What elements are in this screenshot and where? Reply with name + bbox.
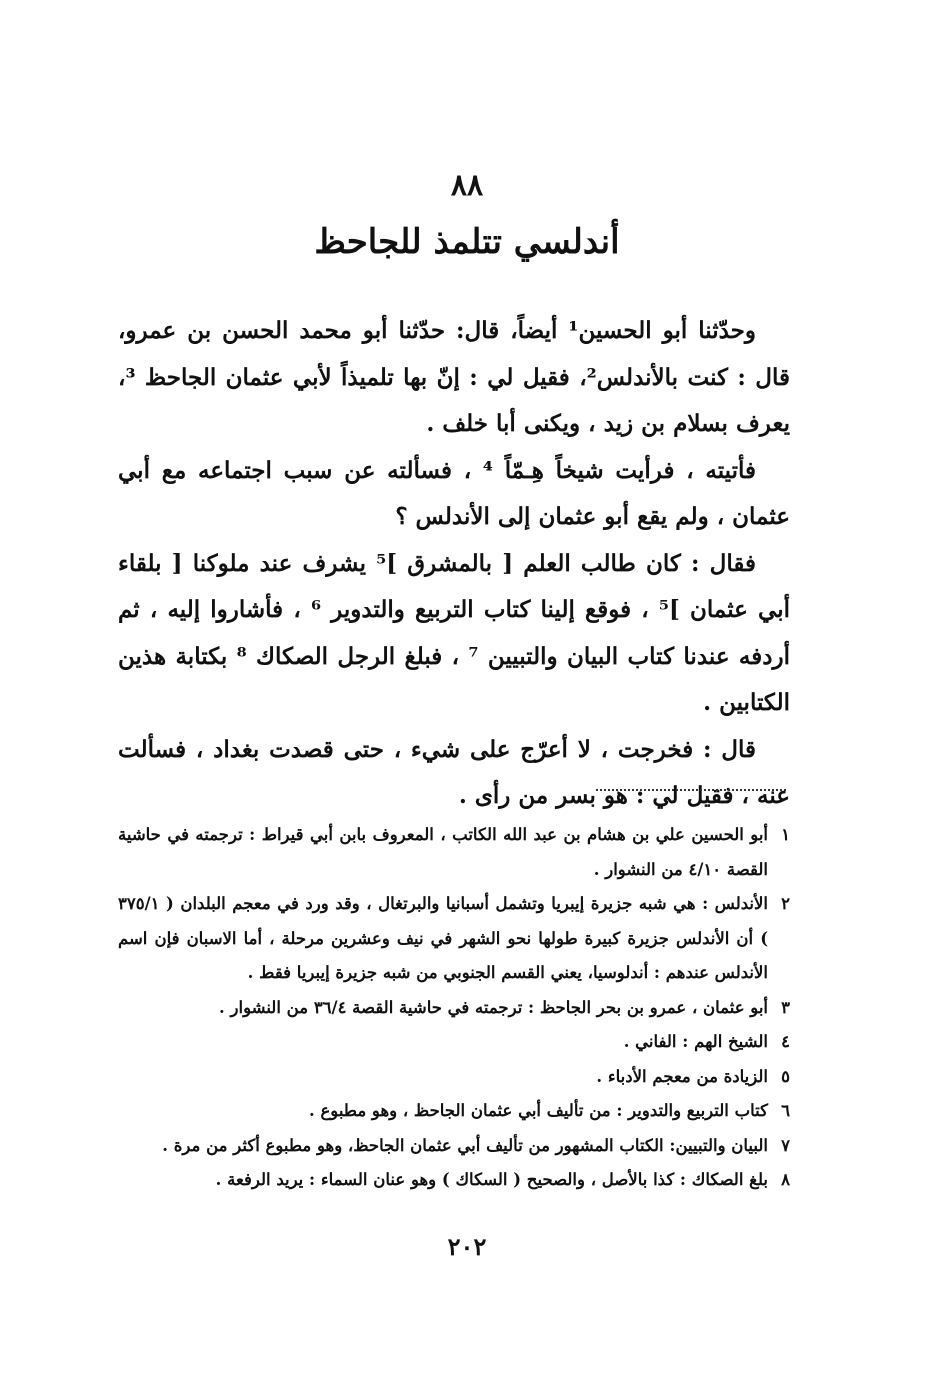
footnote-text: كتاب التربيع والتدوير : من تأليف أبي عثمان الجاحظ ، وهو مطبوع . bbox=[308, 1101, 768, 1120]
paragraph-4: قال : فخرجت ، لا أعرّج على شيء ، حتى قصدت بغداد ، فسألت عنه ، فقيل لي : هو بسر من رأى . bbox=[118, 735, 790, 809]
paragraph-1: وحدّثنا أبو الحسين¹ أيضاً، قال: حدّثنا أبو محمد الحسن بن عمرو، قال : كنت بالأندلس²، فقيل لي : إنّ بها تلميذاً لأبي عثمان الجاحظ ³، يعرف بسلام بن زيد ، ويكنى أبا خلف . bbox=[118, 317, 791, 437]
footnote-number: ٢ bbox=[781, 894, 790, 913]
story-title: أندلسي تتلمذ للجاحظ bbox=[314, 222, 620, 262]
footnote-5 bbox=[118, 1060, 790, 1095]
page-number: ٢٠٢ bbox=[447, 1232, 487, 1261]
footnote-text: بلغ الصكاك : كذا بالأصل ، والصحيح ( السكاك ) وهو عنان السماء : يريد الرفعة . bbox=[215, 1170, 768, 1189]
main-text bbox=[118, 308, 790, 820]
footnote-text: الزيادة من معجم الأدباء . bbox=[596, 1066, 768, 1086]
footnote-1 bbox=[118, 818, 790, 887]
footnote-text: الشيخ الهم : الفاني . bbox=[623, 1032, 768, 1051]
footnote-4 bbox=[118, 1025, 790, 1060]
footnote-2 bbox=[118, 887, 790, 991]
footnote-number: ٣ bbox=[781, 997, 790, 1017]
footnote-number: ٨ bbox=[781, 1170, 790, 1189]
footnote-divider bbox=[596, 789, 786, 791]
footnote-text: البيان والتبيين: الكتاب المشهور من تأليف أبي عثمان الجاحظ، وهو مطبوع أكثر من مرة . bbox=[162, 1135, 768, 1155]
paragraph-3: فقال : كان طالب العلم [ بالمشرق ]⁵ يشرف عند ملوكنا [ بلقاء أبي عثمان ]⁵ ، فوقع إلينا كتاب التربيع والتدوير ⁶ ، فأشاروا إليه ، ثم أردفه عندنا كتاب البيان والتبيين ⁷ ، فبلغ الرجل الصكاك ⁸ بكتابة هذين الكتابين . bbox=[118, 549, 790, 716]
paragraph-2: فأتيته ، فرأيت شيخاً هِـمّاً ⁴ ، فسألته عن سبب اجتماعه مع أبي عثمان ، ولم يقع أبو عثمان إلى الأندلس ؟ bbox=[118, 456, 790, 530]
footnote-number: ٤ bbox=[781, 1032, 790, 1051]
footnote-number: ٦ bbox=[781, 1101, 790, 1120]
footnote-text: أبو الحسين علي بن هشام بن عبد الله الكاتب ، المعروف بابن أبي قيراط : ترجمته في حاشية القصة ٤/١٠ من النشوار . bbox=[118, 825, 768, 879]
footnotes bbox=[118, 818, 790, 1198]
footnote-6 bbox=[118, 1094, 790, 1129]
footnote-number: ٥ bbox=[781, 1066, 790, 1086]
story-number: ٨٨ bbox=[450, 168, 484, 203]
footnote-7 bbox=[118, 1129, 790, 1164]
footnote-text: الأندلس : هي شبه جزيرة إيبريا وتشمل أسبانيا والبرتغال ، وقد ورد في معجم البلدان ( ٣٧٥/١ ) أن الأندلس جزيرة كبيرة طولها نحو الشهر في نيف وعشرين مرحلة ، أما الاسبان فإن اسم الأندلس عندهم : أندلوسيا، يعني القسم الجنوبي من شبه جزيرة إيبريا فقط . bbox=[118, 894, 768, 982]
footnote-3 bbox=[118, 991, 790, 1026]
footnote-number: ١ bbox=[781, 825, 790, 844]
footnote-number: ٧ bbox=[781, 1135, 790, 1155]
footnote-text: أبو عثمان ، عمرو بن بحر الجاحظ : ترجمته في حاشية القصة ٣٦/٤ من النشوار . bbox=[219, 997, 768, 1017]
footnote-8 bbox=[118, 1163, 790, 1198]
